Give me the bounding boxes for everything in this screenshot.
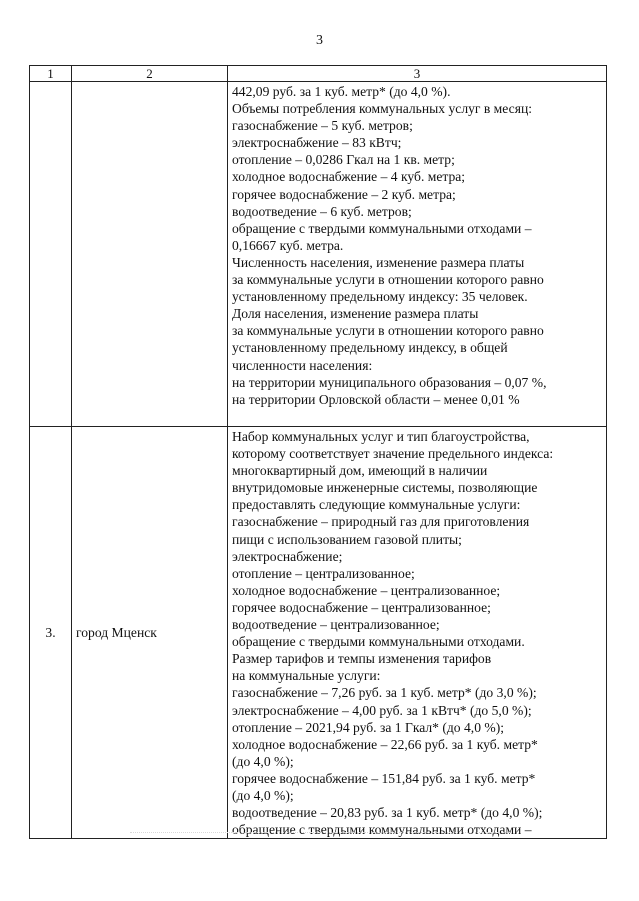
text-line: водоотведение – 6 куб. метров; <box>232 203 412 219</box>
municipality-name-cell: город Мценск <box>72 427 228 839</box>
text-line: 0,16667 куб. метра. <box>232 237 344 253</box>
text-line: (до 4,0 %); <box>232 787 294 803</box>
text-line: газоснабжение – природный газ для приготовления <box>232 514 530 530</box>
text-line: электроснабжение – 4,00 руб. за 1 кВтч* (до 5,0 %); <box>232 702 532 718</box>
text-line: за коммунальные услуги в отношении которого равно <box>232 272 544 288</box>
text-line: отопление – 2021,94 руб. за 1 Гкал* (до 4,0 %); <box>232 719 505 735</box>
text-line: холодное водоснабжение – централизованное; <box>232 582 501 598</box>
text-line: обращение с твердыми коммунальными отходами – <box>232 220 532 236</box>
text-line: горячее водоснабжение – централизованное; <box>232 599 491 615</box>
table-header-row <box>30 66 607 82</box>
text-line: внутридомовые инженерные системы, позволяющие <box>232 480 538 496</box>
text-line: горячее водоснабжение – 2 куб. метра; <box>232 186 456 202</box>
text-line: отопление – централизованное; <box>232 565 415 581</box>
text-line: обращение с твердыми коммунальными отходами. <box>232 634 525 650</box>
text-line: водоотведение – централизованное; <box>232 617 440 633</box>
document-table <box>29 65 607 839</box>
text-line: многоквартирный дом, имеющий в наличии <box>232 463 488 479</box>
text-line: численности населения: <box>232 357 373 373</box>
text-line: электроснабжение – 83 кВтч; <box>232 135 402 151</box>
description-cell <box>228 427 607 839</box>
text-line: обращение с твердыми коммунальными отходами – <box>232 822 532 838</box>
text-line: установленному предельному индексу, в общей <box>232 340 508 356</box>
column-number-2: 2 <box>72 66 228 82</box>
text-line: электроснабжение; <box>232 548 343 564</box>
text-line: за коммунальные услуги в отношении которого равно <box>232 323 544 339</box>
column-number-3: 3 <box>228 66 607 82</box>
text-line: холодное водоснабжение – 4 куб. метра; <box>232 169 466 185</box>
row-number-cell <box>30 82 72 427</box>
page-bottom-divider <box>130 832 510 834</box>
text-line: установленному предельному индексу: 35 человек. <box>232 289 528 305</box>
text-line: горячее водоснабжение – 151,84 руб. за 1 куб. метр* <box>232 770 536 786</box>
text-line: на территории Орловской области – менее 0,01 % <box>232 391 520 407</box>
text-line: (до 4,0 %); <box>232 753 294 769</box>
text-line: на территории муниципального образования – 0,07 %, <box>232 374 547 390</box>
row-number-cell: 3. <box>30 427 72 839</box>
text-line: Доля населения, изменение размера платы <box>232 306 479 322</box>
text-line: Численность населения, изменение размера платы <box>232 254 525 270</box>
text-line: пищи с использованием газовой плиты; <box>232 531 462 547</box>
text-line: холодное водоснабжение – 22,66 руб. за 1 куб. метр* <box>232 736 538 752</box>
text-line: которому соответствует значение предельного индекса: <box>232 446 554 462</box>
text-line: Размер тарифов и темпы изменения тарифов <box>232 651 492 667</box>
text-line: газоснабжение – 5 куб. метров; <box>232 118 413 134</box>
text-line: Объемы потребления коммунальных услуг в месяц: <box>232 101 532 117</box>
municipality-name-cell <box>72 82 228 427</box>
text-line: водоотведение – 20,83 руб. за 1 куб. метр* (до 4,0 %); <box>232 805 543 821</box>
table-row <box>30 82 607 427</box>
text-line: отопление – 0,0286 Гкал на 1 кв. метр; <box>232 152 455 168</box>
text-line: Набор коммунальных услуг и тип благоустройства, <box>232 429 530 444</box>
text-line: на коммунальные услуги: <box>232 668 381 684</box>
page-number: 3 <box>316 33 323 48</box>
table-row <box>30 427 607 839</box>
description-cell <box>228 82 607 427</box>
text-line: предоставлять следующие коммунальные услуги: <box>232 497 521 513</box>
text-line: газоснабжение – 7,26 руб. за 1 куб. метр* (до 3,0 %); <box>232 685 537 701</box>
text-line: 442,09 руб. за 1 куб. метр* (до 4,0 %). <box>232 84 451 99</box>
column-number-1: 1 <box>30 66 72 82</box>
